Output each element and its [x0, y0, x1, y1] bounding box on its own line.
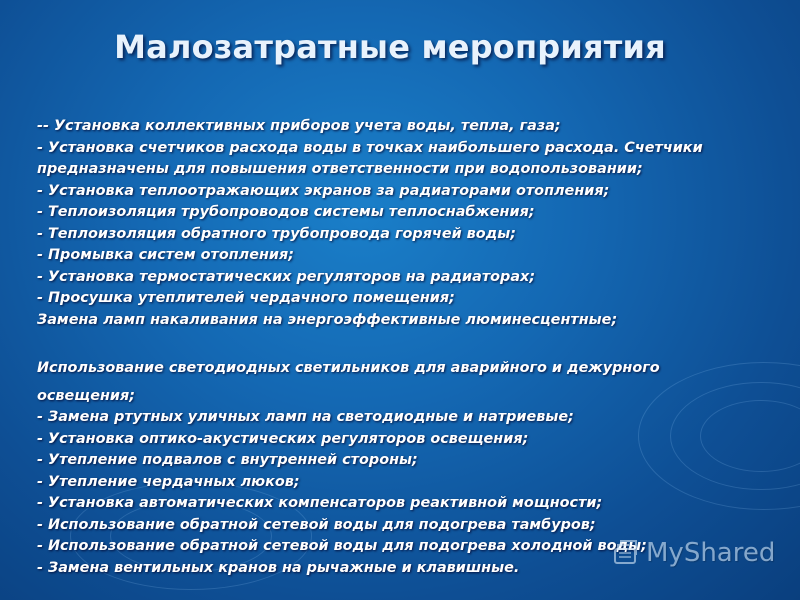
list-item: - Утепление чердачных люков; [37, 473, 300, 490]
list-item: - Установка теплоотражающих экранов за радиаторами отопления; [37, 182, 610, 199]
list-item: - Замена вентильных кранов на рычажные и клавишные. [37, 559, 520, 576]
list-item: - Теплоизоляция обратного трубопровода горячей воды; [37, 225, 517, 242]
list-item: Замена ламп накаливания на энергоэффективные люминесцентные; [37, 311, 618, 328]
list-item: - Промывка систем отопления; [37, 247, 294, 263]
list-item: - Использование обратной сетевой воды для подогрева холодной воды; [37, 538, 647, 554]
list-item: - Использование обратной сетевой воды для подогрева тамбуров; [37, 516, 596, 533]
slide-title: Малозатратные мероприятия [114, 28, 666, 66]
watermark-text: MyShared [646, 538, 776, 568]
myshared-watermark [612, 538, 775, 568]
lighting-heading: Использование светодиодных светильников для аварийного и дежурного [37, 360, 660, 376]
list-item: предназначены для повышения ответственности при водопользовании; [37, 161, 643, 177]
list-item: -- Установка коллективных приборов учета воды, тепла, газа; [37, 118, 561, 134]
spacer [37, 331, 782, 358]
list-item: - Утепление подвалов с внутренней стороны; [37, 452, 418, 468]
list-item: - Просушка утеплителей чердачного помещения; [37, 290, 455, 306]
myshared-logo-icon [612, 538, 642, 568]
list-item: - Установка автоматических компенсаторов реактивной мощности; [37, 495, 603, 511]
list-item: - Установка счетчиков расхода воды в точках наибольшего расхода. Счетчики [37, 139, 703, 156]
list-item: - Замена ртутных уличных ламп на светодиодные и натриевые; [37, 409, 574, 425]
list-item: - Теплоизоляция трубопроводов системы теплоснабжения; [37, 204, 535, 220]
list-item: - Установка термостатических регуляторов на радиаторах; [37, 268, 536, 285]
slide-body [37, 116, 782, 579]
list-item: - Установка оптико-акустических регуляторов освещения; [37, 430, 529, 447]
lighting-heading-continued: освещения; [37, 387, 135, 404]
measures-list-1 [37, 116, 782, 331]
